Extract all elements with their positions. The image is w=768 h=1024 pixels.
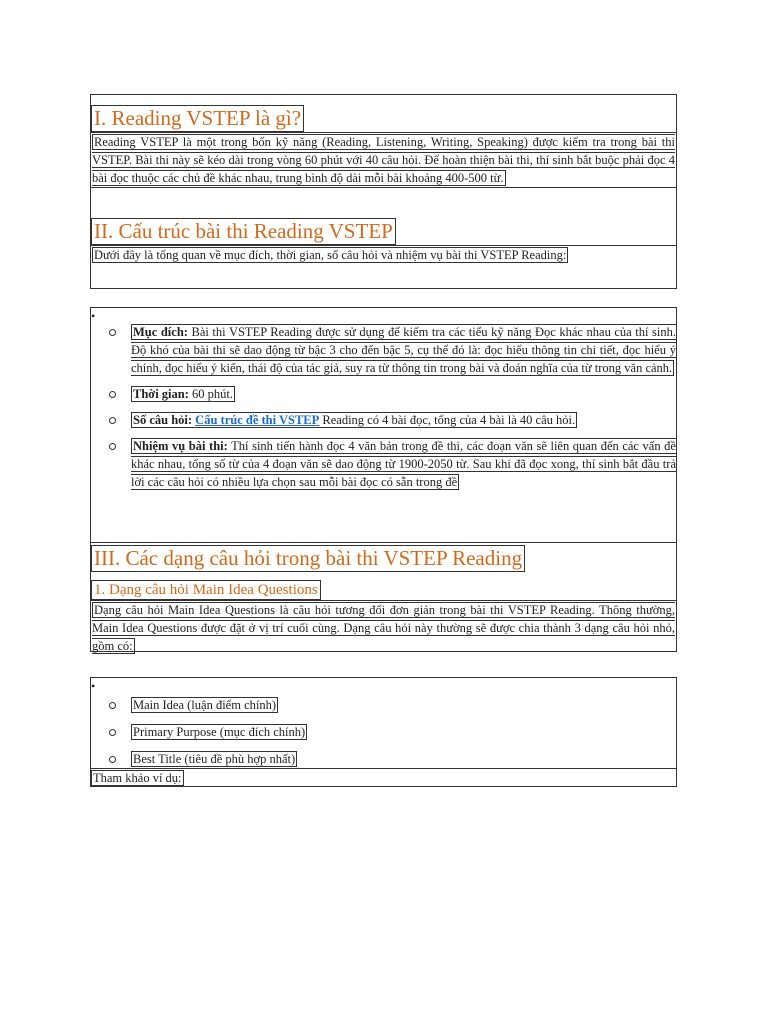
section3-heading: III. Các dạng câu hỏi trong bài thi VSTEP Reading	[91, 545, 525, 572]
list-item: Primary Purpose (mục đích chính)	[105, 723, 676, 741]
types-list	[105, 696, 676, 768]
circle-bullet-icon	[109, 702, 116, 709]
bullet-dot-icon: •	[91, 679, 96, 693]
section3	[91, 542, 676, 655]
section3-subheading: 1. Dạng câu hỏi Main Idea Questions	[91, 580, 321, 600]
circle-bullet-icon	[109, 417, 116, 424]
section2	[91, 188, 676, 245]
list-item: Thời gian: 60 phút.	[105, 385, 676, 403]
list-item: Số câu hỏi: Cấu trúc đề thi VSTEP Reading có 4 bài đọc, tổng của 4 bài là 40 câu hỏi.	[105, 411, 676, 429]
structure-box	[90, 307, 677, 652]
section2-heading: II. Cấu trúc bài thi Reading VSTEP	[91, 218, 396, 245]
list-item: Best Title (tiêu đề phù hợp nhất)	[105, 750, 676, 768]
circle-bullet-icon	[109, 391, 116, 398]
section3-paragraph: Dạng câu hỏi Main Idea Questions là câu hỏi tương đối đơn giản trong bài thi VSTEP Reading. Thông thường, Main Idea Questions được đặt ở vị trí cuối cùng. Dạng câu hỏi này thường sẽ được chia thành 3 dạng câu hỏi nhỏ, gồm có:	[91, 600, 676, 655]
circle-bullet-icon	[109, 729, 116, 736]
section1	[91, 95, 676, 132]
section1-paragraph: Reading VSTEP là một trong bốn kỹ năng (Reading, Listening, Writing, Speaking) được kiểm tra trong bài thi VSTEP. Bài thi này sẽ kéo dài trong vòng 60 phút với 40 câu hỏi. Để hoàn thiện bài thi, thí sinh bắt buộc phải đọc 4 bài đọc thuộc các chủ đề khác nhau, trung bình độ dài mỗi bài khoảng 400-500 từ.	[91, 132, 676, 188]
circle-bullet-icon	[109, 756, 116, 763]
list-item: Mục đích: Bài thi VSTEP Reading được sử dụng để kiểm tra các tiểu kỹ năng Đọc khác nhau của thí sinh. Độ khó của bài thi sẽ dao động từ bậc 3 cho đến bậc 5, cụ thể đó là: đọc hiểu thông tin chi tiết, đọc hiểu ý chính, đọc hiểu ý kiến, thái độ của tác giả, suy ra từ thông tin trong bài và đoán nghĩa của từ trong văn cảnh.	[105, 323, 676, 377]
section2-paragraph: Dưới đây là tổng quan về mục đích, thời gian, số câu hỏi và nhiệm vụ bài thi VSTEP Reading:	[91, 245, 676, 264]
types-footer: Tham khảo ví dụ:	[91, 768, 676, 787]
circle-bullet-icon	[109, 329, 116, 336]
list-item: Nhiệm vụ bài thi: Thí sinh tiến hành đọc 4 văn bản trong đề thi, các đoạn văn sẽ liên quan đến các vấn đề khác nhau, tổng số từ của 4 đoạn văn sẽ dao động từ 1900-2050 từ. Sau khi đã đọc xong, thí sinh bắt đầu trả lời các câu hỏi có nhiều lựa chọn sau mỗi bài đọc có sẵn trong đề	[105, 437, 676, 491]
circle-bullet-icon	[109, 443, 116, 450]
intro-box	[90, 94, 677, 289]
structure-list	[105, 323, 676, 491]
section1-heading: I. Reading VSTEP là gì?	[91, 105, 304, 132]
vstep-structure-link[interactable]: Cấu trúc đề thi VSTEP	[195, 413, 320, 427]
bullet-dot-icon: •	[91, 309, 96, 323]
types-box	[90, 677, 677, 787]
list-item: Main Idea (luận điểm chính)	[105, 696, 676, 714]
